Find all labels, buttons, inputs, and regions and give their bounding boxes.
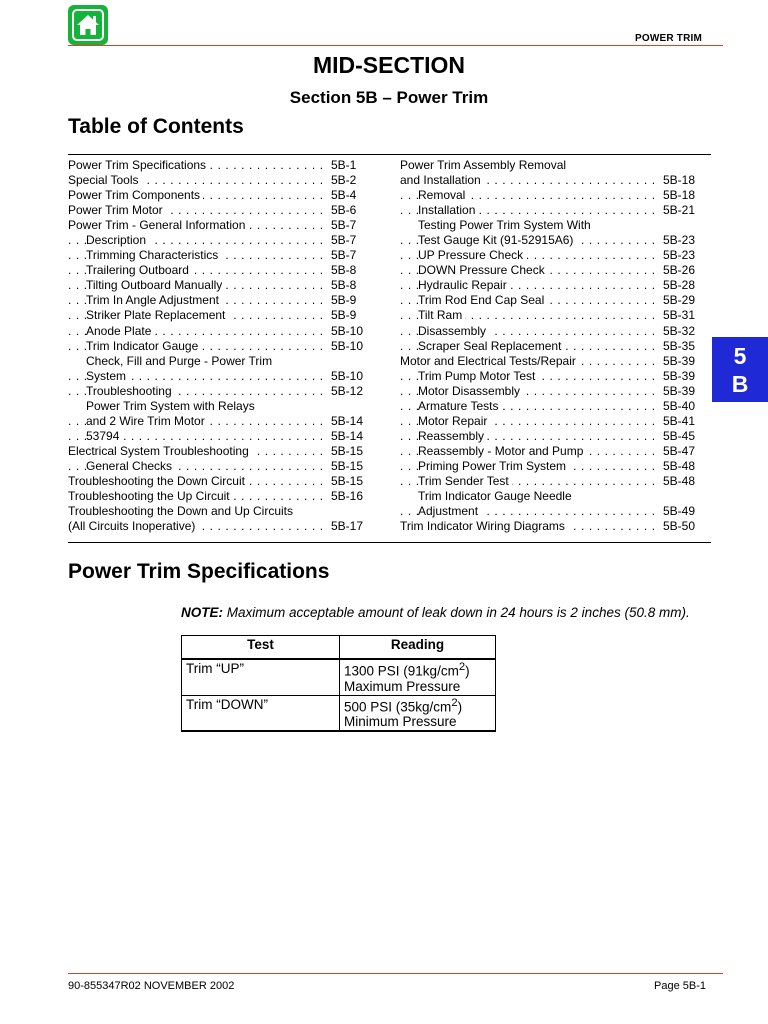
toc-entry[interactable] [68, 324, 363, 339]
reading-close: ) [465, 663, 470, 679]
toc-entry-title: . . . General Checks [86, 459, 175, 474]
page-title: MID-SECTION [312, 52, 466, 78]
toc-entry-title: Power Trim System with Relays [86, 399, 258, 414]
toc-entry-page: 5B-2 [327, 173, 363, 188]
toc-entry[interactable] [68, 489, 363, 504]
toc-entry-title: . . . Trim Indicator Gauge [86, 339, 201, 354]
toc-entry-page: 5B-15 [327, 474, 363, 489]
home-button[interactable] [68, 5, 108, 45]
toc-entry[interactable] [68, 429, 363, 444]
toc-entry[interactable] [400, 173, 695, 188]
toc-entry-title: . . . Hydraulic Repair [418, 278, 510, 293]
specs-heading: Power Trim Specifications [68, 560, 330, 583]
toc-entry-page: 5B-16 [327, 489, 363, 504]
toc-entry[interactable] [68, 263, 363, 278]
toc-entry-page: 5B-23 [659, 233, 695, 248]
toc-entry-page: 5B-10 [327, 324, 363, 339]
toc-entry-page: 5B-15 [327, 459, 363, 474]
note-label: NOTE: [181, 605, 223, 620]
toc-entry-title: . . . Scraper Seal Replacement [418, 339, 564, 354]
toc-entry-page: 5B-15 [327, 444, 363, 459]
toc-entry-page: 5B-48 [659, 459, 695, 474]
toc-entry-page: 5B-17 [327, 519, 363, 534]
toc-entry-page: 5B-10 [327, 369, 363, 384]
toc-entry[interactable] [68, 339, 363, 354]
toc-entry[interactable] [68, 459, 363, 474]
toc-entry-page: 5B-23 [659, 248, 695, 263]
leak-down-note [181, 605, 690, 620]
toc-entry-page: 5B-21 [659, 203, 695, 218]
toc-entry-page: 5B-7 [327, 218, 363, 233]
toc-entry-title: . . . Troubleshooting the Down Circuit [68, 474, 248, 489]
toc-entry-title: . . . System [86, 369, 129, 384]
toc-entry-title: . . . Priming Power Trim System [418, 459, 569, 474]
toc-entry[interactable] [68, 248, 363, 263]
toc-entry-page: 5B-32 [659, 324, 695, 339]
toc-entry[interactable] [400, 339, 695, 354]
toc-entry[interactable] [68, 414, 363, 429]
toc-entry[interactable] [400, 158, 695, 173]
toc-entry[interactable] [68, 173, 363, 188]
reading-superscript: 2 [451, 696, 458, 709]
toc-entry-title: Check, Fill and Purge - Power Trim [86, 354, 275, 369]
toc-entry-page: 5B-12 [327, 384, 363, 399]
toc-entry[interactable] [68, 278, 363, 293]
toc-entry[interactable] [400, 188, 695, 203]
toc-entry-page: 5B-26 [659, 263, 695, 278]
toc-entry-page: 5B-31 [659, 308, 695, 323]
toc-entry-page: 5B-45 [659, 429, 695, 444]
reading-cell [340, 659, 496, 695]
toc-entry-page: 5B-14 [327, 429, 363, 444]
toc-entry-page: 5B-9 [327, 308, 363, 323]
toc-entry-title: . . . Disassembly [418, 324, 489, 339]
toc-entry-title: . . . UP Pressure Check [418, 248, 526, 263]
reading-description: Maximum Pressure [344, 678, 461, 694]
toc-heading: Table of Contents [68, 115, 244, 138]
toc-entry-title: Power Trim Assembly Removal [400, 158, 569, 173]
toc-entry-title: . . . Power Trim Components [68, 188, 203, 203]
toc-entry[interactable] [400, 248, 695, 263]
table-row [182, 659, 496, 695]
toc-entry[interactable] [68, 218, 363, 233]
toc-entry-title: . . . Reassembly [418, 429, 487, 444]
toc-entry-page: 5B-28 [659, 278, 695, 293]
toc-entry-title: . . . Motor Repair [418, 414, 490, 429]
toc-entry-page: 5B-49 [659, 504, 695, 519]
toc-entry-page: 5B-35 [659, 339, 695, 354]
toc-entry-title: . . . Description [86, 233, 149, 248]
toc-bottom-rule [68, 542, 711, 543]
toc-entry-page: 5B-8 [327, 263, 363, 278]
toc-entry-title: . . . Power Trim Motor [68, 203, 166, 218]
toc-entry[interactable] [400, 519, 695, 534]
toc-entry-title: . . . Trim In Angle Adjustment [86, 293, 222, 308]
toc-entry-title: . . . Tilting Outboard Manually [86, 278, 225, 293]
toc-entry[interactable] [400, 459, 695, 474]
spec-table-header [182, 636, 496, 660]
toc-entry[interactable] [68, 444, 363, 459]
toc-entry-page: 5B-18 [659, 173, 695, 188]
toc-entry[interactable] [400, 399, 695, 414]
toc-entry-title: . . . DOWN Pressure Check [418, 263, 548, 278]
toc-entry[interactable] [400, 203, 695, 218]
home-icon [71, 8, 105, 42]
toc-entry-title: . . . Tilt Ram [418, 308, 465, 323]
section-tab [712, 337, 768, 402]
running-head: POWER TRIM [635, 33, 702, 44]
toc-entry[interactable] [68, 399, 363, 414]
toc-entry-page: 5B-50 [659, 519, 695, 534]
toc-entry-title: . . . 53794 [86, 429, 122, 444]
toc-entry[interactable] [400, 308, 695, 323]
toc-entry-title: . . . Motor Disassembly [418, 384, 523, 399]
spec-table [181, 635, 496, 732]
toc-entry-page: 5B-10 [327, 339, 363, 354]
toc-entry-page: 5B-7 [327, 233, 363, 248]
toc-entry-title: . . . Trim Sender Test [418, 474, 512, 489]
column-header-test: Test [182, 636, 340, 660]
toc-entry[interactable] [68, 233, 363, 248]
toc-entry-title: . . . Trailering Outboard [86, 263, 192, 278]
toc-entry-page: 5B-1 [327, 158, 363, 173]
toc-entry[interactable] [68, 158, 363, 173]
toc-entry-page: 5B-39 [659, 354, 695, 369]
toc-entry-page: 5B-41 [659, 414, 695, 429]
toc-entry[interactable] [400, 324, 695, 339]
toc-entry-page: 5B-39 [659, 384, 695, 399]
document-number: 90-855347R02 NOVEMBER 2002 [68, 980, 235, 992]
toc-entry-title: . . . Test Gauge Kit (91-52915A6) [418, 233, 576, 248]
section-subtitle: Section 5B – Power Trim [289, 88, 489, 107]
toc-entry-title: . . . Electrical System Troubleshooting [68, 444, 252, 459]
toc-entry-page: 5B-48 [659, 474, 695, 489]
toc-entry-title: . . . (All Circuits Inoperative) [68, 519, 198, 534]
toc-entry-page: 5B-9 [327, 293, 363, 308]
toc-entry[interactable] [400, 474, 695, 489]
toc-left-column [68, 158, 363, 534]
toc-entry[interactable] [400, 504, 695, 519]
reading-value: 1300 PSI (91kg/cm [344, 663, 459, 679]
toc-entry-page: 5B-47 [659, 444, 695, 459]
toc-entry[interactable] [400, 293, 695, 308]
test-cell: Trim “UP” [182, 659, 340, 695]
toc-entry[interactable] [68, 474, 363, 489]
toc-entry-title: . . . Power Trim Specifications [68, 158, 209, 173]
toc-entry-title: Trim Indicator Gauge Needle [418, 489, 575, 504]
test-cell: Trim “DOWN” [182, 695, 340, 731]
reading-description: Minimum Pressure [344, 714, 457, 729]
toc-entry[interactable] [68, 504, 363, 519]
header-rule [68, 45, 723, 46]
toc-entry[interactable] [400, 278, 695, 293]
toc-entry[interactable] [400, 369, 695, 384]
toc-entry-page: 5B-8 [327, 278, 363, 293]
toc-entry-title: . . . Anode Plate [86, 324, 154, 339]
toc-entry[interactable] [400, 233, 695, 248]
toc-entry-title: Testing Power Trim System With [418, 218, 594, 233]
toc-right-column [400, 158, 695, 534]
table-row [182, 695, 496, 731]
toc-entry[interactable] [68, 188, 363, 203]
reading-close: ) [457, 699, 463, 714]
toc-entry-title: . . . Special Tools [68, 173, 142, 188]
toc-entry[interactable] [400, 444, 695, 459]
reading-cell [340, 695, 496, 731]
column-header-reading: Reading [340, 636, 496, 660]
toc-entry[interactable] [68, 519, 363, 534]
toc-entry[interactable] [400, 218, 695, 233]
toc-entry-title: . . . Motor and Electrical Tests/Repair [400, 354, 579, 369]
toc-entry-title: . . . Removal [418, 188, 468, 203]
section-tab-letter: B [731, 371, 749, 397]
reading-value: 500 PSI (35kg/cm [344, 699, 452, 714]
page-number: Page 5B-1 [654, 980, 706, 992]
toc-entry[interactable] [400, 414, 695, 429]
toc-entry[interactable] [400, 354, 695, 369]
toc-entry[interactable] [400, 384, 695, 399]
toc-entry-page: 5B-7 [327, 248, 363, 263]
toc-entry-page: 5B-6 [327, 203, 363, 218]
toc-entry-title: . . . Armature Tests [418, 399, 501, 414]
toc-entry[interactable] [400, 263, 695, 278]
toc-entry-title: . . . Troubleshooting the Up Circuit [68, 489, 233, 504]
toc-entry[interactable] [68, 308, 363, 323]
toc-entry-page: 5B-18 [659, 188, 695, 203]
toc-entry-title: . . . Trim Rod End Cap Seal [418, 293, 547, 308]
toc-entry-title: . . . and 2 Wire Trim Motor [86, 414, 208, 429]
toc-entry[interactable] [68, 354, 363, 369]
toc-entry-title: . . . Striker Plate Replacement [86, 308, 228, 323]
section-tab-number: 5 [733, 343, 747, 369]
toc-entry-page: 5B-39 [659, 369, 695, 384]
footer-rule [68, 973, 723, 974]
reading-superscript: 2 [458, 661, 466, 673]
toc-entry-title: . . . Trimming Characteristics [86, 248, 221, 263]
toc-entry-page: 5B-29 [659, 293, 695, 308]
note-text: Maximum acceptable amount of leak down in 24 hours is 2 inches (50.8 mm). [223, 605, 690, 620]
toc-entry[interactable] [68, 293, 363, 308]
toc-entry-title: . . . and Installation [400, 173, 484, 188]
toc-entry-page: 5B-4 [327, 188, 363, 203]
toc-entry-title: . . . Installation [418, 203, 478, 218]
toc-entry-title: . . . Adjustment [418, 504, 481, 519]
toc-entry-title: . . . Reassembly - Motor and Pump [418, 444, 586, 459]
toc-entry[interactable] [68, 384, 363, 399]
toc-entry-title: . . . Troubleshooting [86, 384, 175, 399]
toc-entry[interactable] [68, 203, 363, 218]
toc-top-rule [68, 154, 711, 155]
toc-entry-page: 5B-14 [327, 414, 363, 429]
toc-entry[interactable] [400, 429, 695, 444]
toc-entry[interactable] [400, 489, 695, 504]
toc-entry-title: . . . Trim Pump Motor Test [418, 369, 538, 384]
toc-entry-title: . . . Power Trim - General Information [68, 218, 248, 233]
toc-entry[interactable] [68, 369, 363, 384]
toc-entry-page: 5B-40 [659, 399, 695, 414]
toc-entry-title: Troubleshooting the Down and Up Circuits [68, 504, 296, 519]
toc-entry-title: . . . Trim Indicator Wiring Diagrams [400, 519, 568, 534]
